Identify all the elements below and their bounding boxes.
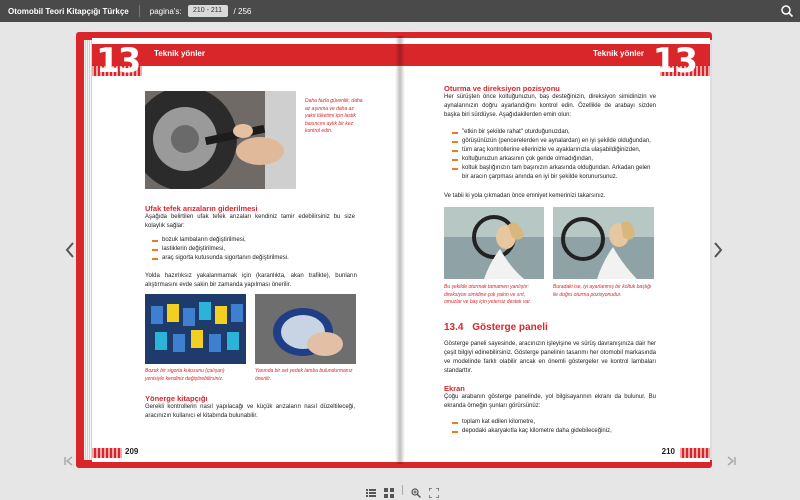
- bottom-toolbar: [366, 484, 439, 496]
- section-number: 13.4: [444, 322, 464, 333]
- tire-pressure-photo: [145, 91, 296, 189]
- document-title: Otomobil Teori Kitapçığı Türkçe: [8, 6, 129, 16]
- page-number-stripe: [680, 448, 710, 458]
- list-item: koltuk başlığınızın tam başınızın arkasında olduğundan. Arkadan gelen bir aracın çarpması anında en iyi bir şekilde korunursunuz.: [452, 164, 657, 182]
- section-title: Gösterge paneli: [472, 322, 548, 333]
- tire-photo-caption: Daha fazla güvenlik, daha az aşınma ve daha az yakıt tüketimi için lastik basıncını aylık bir kez kontrol edin.: [305, 98, 363, 134]
- chapter-title: Teknik yönler: [154, 49, 205, 58]
- grid-view-icon[interactable]: [384, 485, 394, 495]
- list-item: depodaki akaryakıtla kaç kilometre daha gidebileceğiniz,: [452, 427, 657, 436]
- fullscreen-icon[interactable]: [429, 485, 439, 495]
- fuse-photo-caption: Bozuk bir sigorta kutusunu (çalışan) yenisiyle kendiniz değiştirebilirsiniz.: [145, 368, 225, 382]
- section-title-minor-repairs: Ufak tefek arızaların giderilmesi: [145, 204, 258, 213]
- list-item: toplam kat edilen kilometre,: [452, 418, 657, 427]
- zoom-in-icon[interactable]: [411, 485, 421, 495]
- seating-checklist: [452, 128, 657, 182]
- minor-repairs-intro: Aşağıda belirtilen ufak tefek arızaları kendiniz tamir edebilirsiniz bu size kolaylık sağlar:: [145, 214, 355, 229]
- practice-advice-text: Yolda hazırlıksız yakalanmamak için (karanlıkta, akan trafikte), bunların alıştırmasını evde sakin bir zamanda yapılması önerilir.: [145, 273, 357, 288]
- first-page-icon[interactable]: [64, 456, 74, 468]
- page-number-right: 210: [661, 447, 675, 456]
- list-item: araç sigorta kutusunda sigortanın değiştirilmesi.: [152, 254, 352, 263]
- list-item: tüm araç kontrollerine ellerinizle ve ayaklarınızla ulaşabildiğinizden,: [452, 146, 657, 155]
- top-toolbar: [0, 0, 800, 22]
- page-total: / 256: [233, 6, 252, 16]
- page-stack-edge: [84, 40, 92, 460]
- search-icon[interactable]: [780, 4, 794, 18]
- correct-seating-caption: Buradaki ise, iyi ayarlanmış bir koltuk başlığı ile doğru oturma pozisyonudur.: [553, 284, 652, 298]
- toolbar-divider: [139, 5, 140, 17]
- correct-seating-photo: [553, 207, 654, 279]
- minor-repairs-list: [152, 236, 352, 263]
- chapter-number: 13: [96, 41, 140, 81]
- fuse-box-photo: [145, 294, 246, 364]
- page-number-stripe: [92, 448, 122, 458]
- book-spine: [395, 36, 405, 464]
- dashboard-text: Gösterge paneli sayesinde, aracınızın işleyişine ve sürüş davranışınıza dair her çeşit bilgiyi edinebilirsiniz. Gösterge panelinin tasarımı her otomobil markasında ve modelinde farklı olabilir ancak en önemli göstergeler ve kontrol lambaları standarttır.: [444, 341, 656, 374]
- page-number-input[interactable]: 210 - 211: [188, 5, 228, 17]
- manual-text: Gerekli kontrollerin nasıl yapılacağı ve küçük arızaların nasıl düzeltileceği, aracınızın kullanıcı el kitabında bulunabilir.: [145, 404, 355, 419]
- right-page[interactable]: [400, 38, 710, 462]
- seatbelt-text: Ve tabii ki yola çıkmadan önce emniyet kemerinizi takarsınız.: [444, 193, 606, 199]
- lamp-set-photo: [255, 294, 356, 364]
- chevron-left-icon[interactable]: [64, 240, 76, 260]
- chevron-right-icon[interactable]: [712, 240, 724, 260]
- section-heading-dashboard: [444, 322, 548, 333]
- left-page[interactable]: [92, 38, 400, 462]
- list-item: lastiklerin değiştirilmesi,: [152, 245, 352, 254]
- chapter-number: 13: [652, 41, 696, 81]
- page-number-left: 209: [125, 447, 139, 456]
- wrong-seating-caption: Bu şekilde oturmak tamamen yanlıştır: direksiyon simidine çok yakın ve sırt, omuzlar ve baş için yetersiz destek var.: [444, 284, 532, 305]
- toolbar-divider: [402, 485, 403, 495]
- section-title-manual: Yönerge kitapçığı: [145, 394, 208, 403]
- display-text: Çoğu arabanın gösterge panelinde, yol bilgisayarının ekranı da bulunur. Bu ekranda örneğin şunları görürsünüz:: [444, 394, 656, 409]
- page-label: pagina's:: [149, 6, 182, 16]
- chapter-title: Teknik yönler: [593, 49, 644, 58]
- section-title-seating: Oturma ve direksiyon pozisyonu: [444, 84, 560, 93]
- last-page-icon[interactable]: [726, 456, 736, 468]
- wrong-seating-photo: [444, 207, 544, 279]
- display-list: [452, 418, 657, 436]
- list-item: koltuğunuzun arkasının çok geride olmadığından,: [452, 155, 657, 164]
- list-item: "etkin bir şekilde rahat" oturduğunuzdan,: [452, 128, 657, 137]
- list-item: bozuk lambaların değiştirilmesi,: [152, 236, 352, 245]
- list-item: görüşünüzün (pencerelerden ve aynalardan) en iyi şekilde olduğundan,: [452, 137, 657, 146]
- seating-intro: Her sürüşten önce koltuğunuzun, baş desteğinizin, direksiyon simidinizin ve aynalarınızın doğru ayarlandığını kontrol edin. Özellikle de arabayı sizden başka biri sürdüyse. Aşağıdakilerden emin olun:: [444, 94, 656, 118]
- lamp-photo-caption: Yanında bir set yedek lamba bulundurmanız önerilir.: [255, 368, 353, 382]
- list-view-icon[interactable]: [366, 485, 376, 495]
- section-title-display: Ekran: [444, 384, 465, 393]
